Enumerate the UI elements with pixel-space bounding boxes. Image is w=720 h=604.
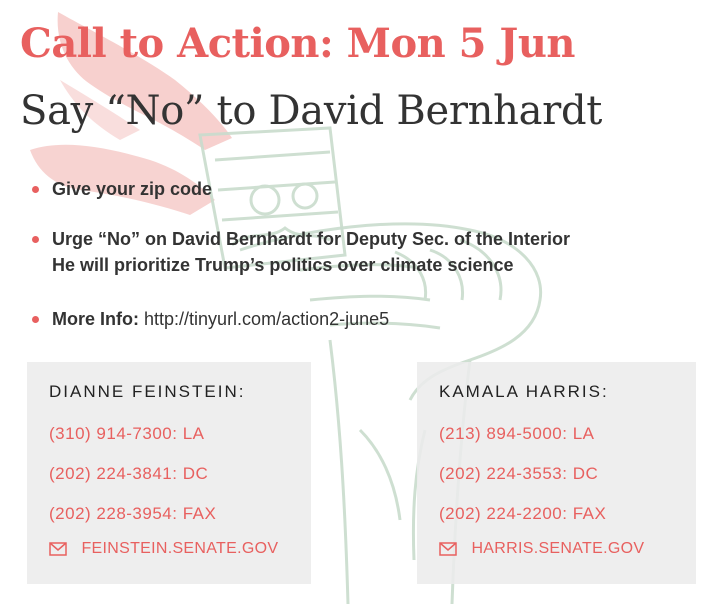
feinstein-website-row[interactable] <box>49 540 278 558</box>
harris-name: KAMALA HARRIS: <box>439 382 609 401</box>
subhead: Say “No” to David Bernhardt <box>20 88 603 134</box>
more-info-link[interactable]: http://tinyurl.com/action2-june5 <box>144 309 390 329</box>
feinstein-name: DIANNE FEINSTEIN: <box>49 382 246 401</box>
harris-fax: (202) 224-2200: FAX <box>439 504 607 523</box>
feinstein-phone-la[interactable]: (310) 914-7300: LA <box>49 424 205 443</box>
mail-icon <box>49 542 67 556</box>
feinstein-contact-card <box>27 362 311 584</box>
bullet-urge <box>32 226 570 278</box>
bullet-zip-text: Give your zip code <box>52 179 213 199</box>
feinstein-website-link[interactable]: FEINSTEIN.SENATE.GOV <box>81 540 279 557</box>
harris-website-row[interactable] <box>439 540 644 558</box>
headline: Call to Action: Mon 5 Jun <box>20 20 575 67</box>
bullet-more-info <box>32 306 389 332</box>
feinstein-phone-dc[interactable]: (202) 224-3841: DC <box>49 464 209 483</box>
more-info-label: More Info: <box>52 309 139 329</box>
feinstein-fax: (202) 228-3954: FAX <box>49 504 217 523</box>
mail-icon <box>439 542 457 556</box>
bullet-urge-line2: He will prioritize Trump’s politics over climate science <box>52 255 514 275</box>
harris-phone-dc[interactable]: (202) 224-3553: DC <box>439 464 599 483</box>
harris-phone-la[interactable]: (213) 894-5000: LA <box>439 424 595 443</box>
bullet-zip <box>32 176 212 202</box>
bullet-urge-line1: Urge “No” on David Bernhardt for Deputy Sec. of the Interior <box>52 229 571 249</box>
harris-contact-card <box>417 362 696 584</box>
harris-website-link[interactable]: HARRIS.SENATE.GOV <box>471 540 645 557</box>
